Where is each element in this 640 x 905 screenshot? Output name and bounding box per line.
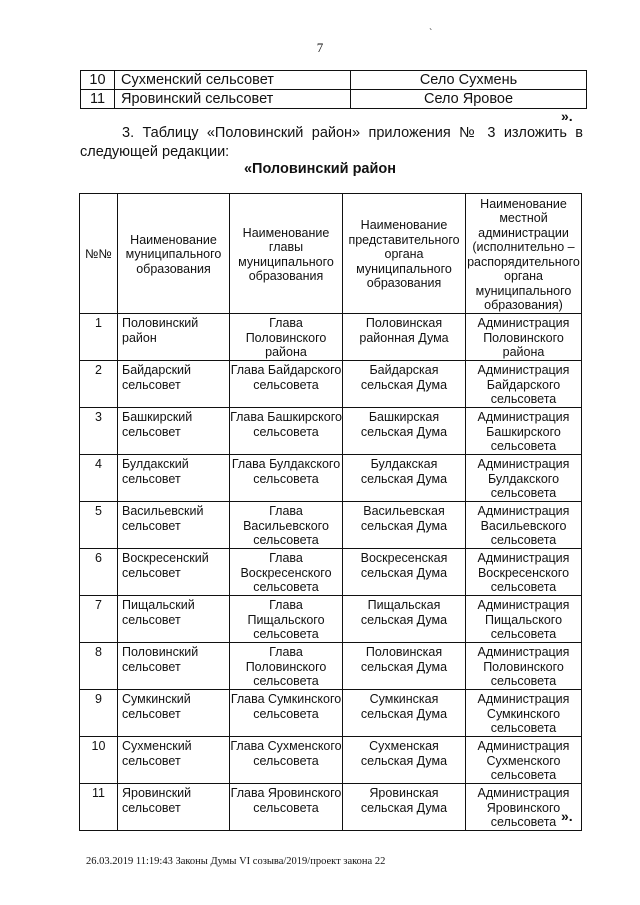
table-row xyxy=(80,455,582,502)
top-row-name: Сухменский сельсовет xyxy=(115,71,351,90)
top-table-row xyxy=(81,71,587,90)
table-row xyxy=(80,314,582,361)
row-head: Глава Булдакского сельсовета xyxy=(230,455,343,502)
row-name: Половинский район xyxy=(118,314,230,361)
row-admin: Администрация Булдакского сельсовета xyxy=(466,455,582,502)
row-duma: Яровинская сельская Дума xyxy=(343,784,466,831)
row-name: Пищальский сельсовет xyxy=(118,596,230,643)
row-duma: Пищальская сельская Дума xyxy=(343,596,466,643)
row-num: 9 xyxy=(80,690,118,737)
row-num: 10 xyxy=(80,737,118,784)
row-admin: Администрация Воскресенского сельсовета xyxy=(466,549,582,596)
table-row xyxy=(80,549,582,596)
row-name: Яровинский сельсовет xyxy=(118,784,230,831)
top-row-village: Село Яровое xyxy=(351,90,587,109)
top-table xyxy=(80,70,587,109)
row-duma: Сумкинская сельская Дума xyxy=(343,690,466,737)
row-name: Васильевский сельсовет xyxy=(118,502,230,549)
closing-quote-1: ». xyxy=(561,108,573,124)
row-head: Глава Сухменского сельсовета xyxy=(230,737,343,784)
header-row xyxy=(80,194,582,314)
row-head: Глава Пищальского сельсовета xyxy=(230,596,343,643)
row-name: Воскресенский сельсовет xyxy=(118,549,230,596)
row-admin: Администрация Сухменского сельсовета xyxy=(466,737,582,784)
row-duma: Башкирская сельская Дума xyxy=(343,408,466,455)
row-name: Сумкинский сельсовет xyxy=(118,690,230,737)
row-duma: Васильевская сельская Дума xyxy=(343,502,466,549)
row-num: 1 xyxy=(80,314,118,361)
table-row xyxy=(80,361,582,408)
top-row-num: 10 xyxy=(81,71,115,90)
table-row xyxy=(80,408,582,455)
row-admin: Администрация Байдарского сельсовета xyxy=(466,361,582,408)
footer-stamp: 26.03.2019 11:19:43 Законы Думы VI созыва/2019/проект закона 22 xyxy=(86,856,386,867)
row-num: 7 xyxy=(80,596,118,643)
stray-mark: ` xyxy=(429,28,433,39)
row-num: 8 xyxy=(80,643,118,690)
top-table-row xyxy=(81,90,587,109)
table-row xyxy=(80,596,582,643)
row-num: 2 xyxy=(80,361,118,408)
row-duma: Половинская районная Дума xyxy=(343,314,466,361)
row-num: 11 xyxy=(80,784,118,831)
row-name: Башкирский сельсовет xyxy=(118,408,230,455)
row-head: Глава Байдарского сельсовета xyxy=(230,361,343,408)
row-duma: Воскресенская сельская Дума xyxy=(343,549,466,596)
table-row xyxy=(80,784,582,831)
table-row xyxy=(80,737,582,784)
row-admin: Администрация Пищальского сельсовета xyxy=(466,596,582,643)
row-admin: Администрация Яровинского сельсовета xyxy=(466,784,582,831)
row-duma: Байдарская сельская Дума xyxy=(343,361,466,408)
header-duma: Наименование представительного органа муниципального образования xyxy=(343,194,466,314)
row-head: Глава Яровинского сельсовета xyxy=(230,784,343,831)
row-admin: Администрация Сумкинского сельсовета xyxy=(466,690,582,737)
row-admin: Администрация Половинского района xyxy=(466,314,582,361)
row-head: Глава Воскресенского сельсовета xyxy=(230,549,343,596)
row-num: 6 xyxy=(80,549,118,596)
row-duma: Половинская сельская Дума xyxy=(343,643,466,690)
row-admin: Администрация Башкирского сельсовета xyxy=(466,408,582,455)
row-admin: Администрация Половинского сельсовета xyxy=(466,643,582,690)
top-row-name: Яровинский сельсовет xyxy=(115,90,351,109)
table-row xyxy=(80,690,582,737)
row-duma: Сухменская сельская Дума xyxy=(343,737,466,784)
row-head: Глава Сумкинского сельсовета xyxy=(230,690,343,737)
row-duma: Булдакская сельская Дума xyxy=(343,455,466,502)
closing-quote-2: ». xyxy=(561,808,573,824)
header-name: Наименование муниципального образования xyxy=(118,194,230,314)
table-heading: «Половинский район xyxy=(243,161,397,177)
header-head: Наименование главы муниципального образования xyxy=(230,194,343,314)
row-name: Булдакский сельсовет xyxy=(118,455,230,502)
amendment-paragraph: 3. Таблицу «Половинский район» приложения № 3 изложить в следующей редакции: xyxy=(80,125,583,160)
municipal-table xyxy=(79,193,582,831)
page-number: 7 xyxy=(316,40,324,55)
row-head: Глава Половинского района xyxy=(230,314,343,361)
row-head: Глава Половинского сельсовета xyxy=(230,643,343,690)
row-name: Половинский сельсовет xyxy=(118,643,230,690)
table-row xyxy=(80,502,582,549)
row-admin: Администрация Васильевского сельсовета xyxy=(466,502,582,549)
row-head: Глава Башкирского сельсовета xyxy=(230,408,343,455)
table-row xyxy=(80,643,582,690)
row-num: 4 xyxy=(80,455,118,502)
top-row-num: 11 xyxy=(81,90,115,109)
top-row-village: Село Сухмень xyxy=(351,71,587,90)
row-name: Сухменский сельсовет xyxy=(118,737,230,784)
header-num: №№ xyxy=(80,194,118,314)
header-admin: Наименование местной администрации (исполнительно – распорядительного органа муниципального образования) xyxy=(466,194,582,314)
row-num: 5 xyxy=(80,502,118,549)
row-name: Байдарский сельсовет xyxy=(118,361,230,408)
row-num: 3 xyxy=(80,408,118,455)
row-head: Глава Васильевского сельсовета xyxy=(230,502,343,549)
